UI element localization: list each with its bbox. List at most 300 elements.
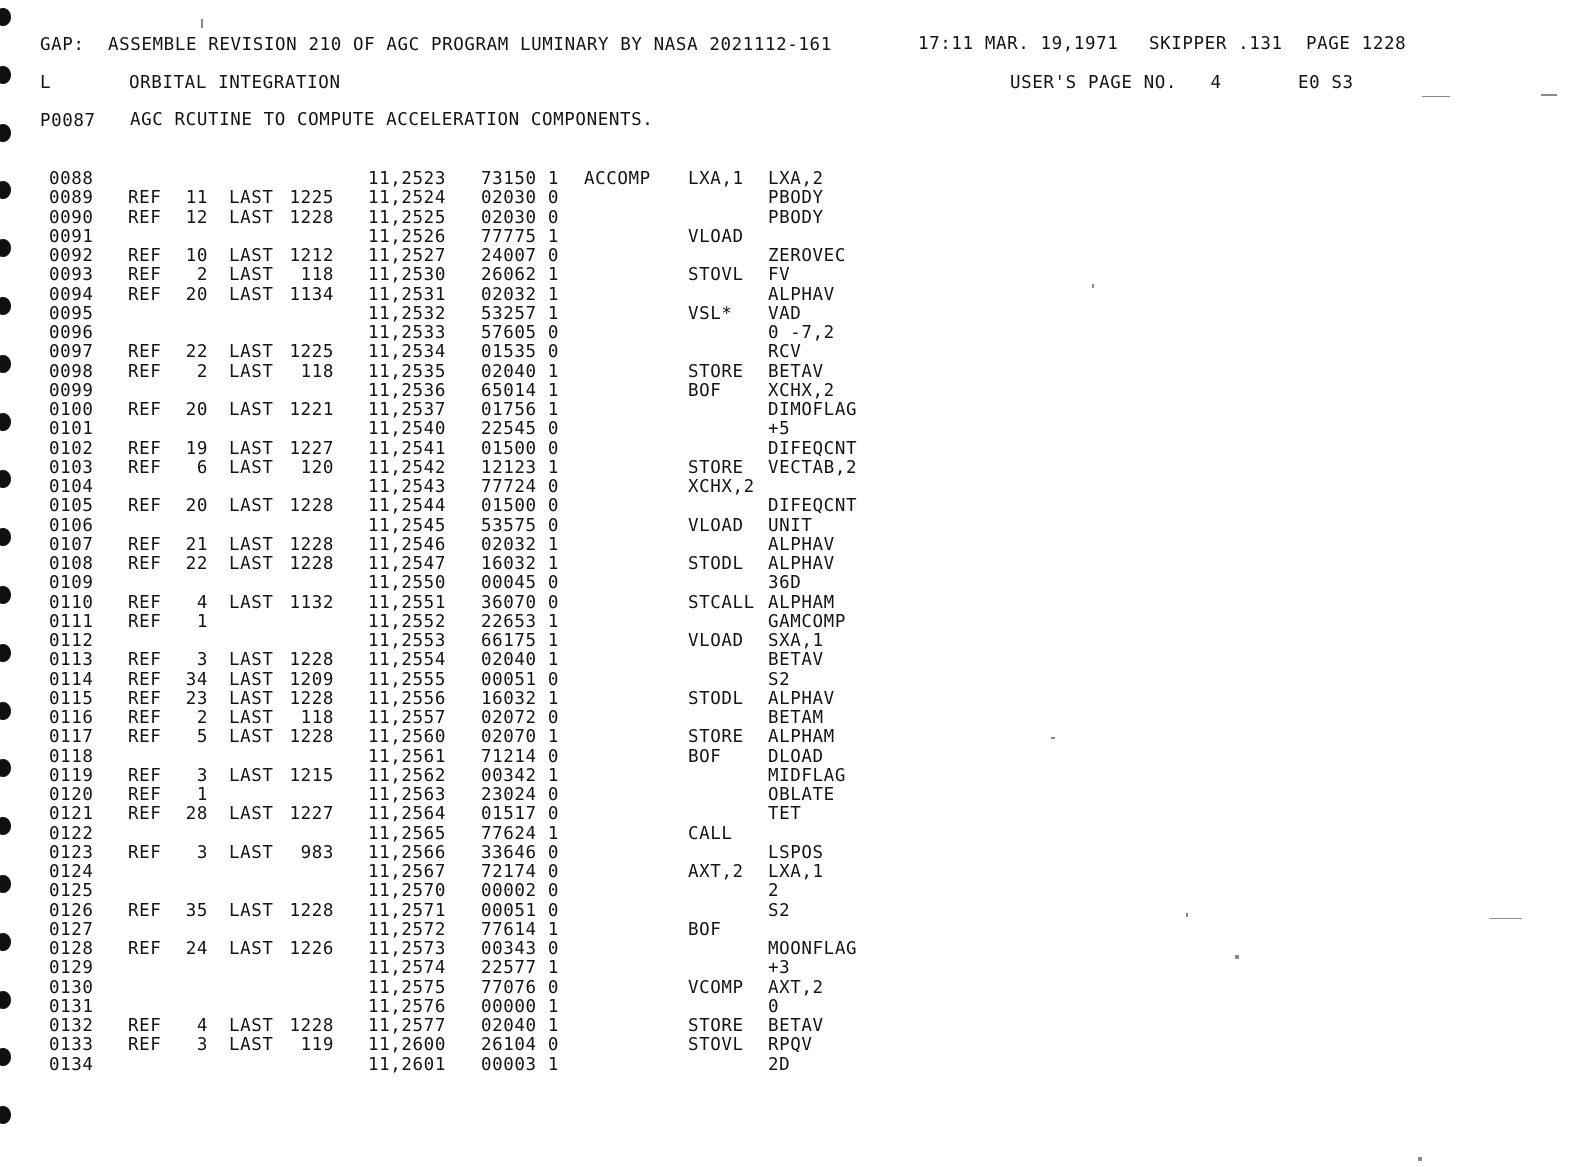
last-page: 118 [300,708,334,728]
last-page: 1225 [289,188,334,209]
ref-label: REF [128,727,162,748]
operand: ZEROVEC [768,246,846,266]
line-number: 0110 [49,592,94,613]
symbol-label: ACCOMP [584,169,651,189]
operand: BETAV [768,650,824,671]
header-assemble-text: ASSEMBLE REVISION 210 OF AGC PROGRAM LUMINARY BY NASA 2021112-161 [108,35,832,55]
line-number: 0115 [49,688,94,709]
ref-count: 20 [185,400,208,420]
listing-row [0,226,900,248]
memory-address: 11,2551 [368,592,446,613]
listing-row [0,421,900,440]
line-number: 0133 [49,1035,94,1056]
listing-row [0,996,900,1018]
operand: DIFEQCNT [768,496,858,517]
octal-code: 16032 1 [481,688,559,709]
memory-address: 11,2571 [368,900,446,921]
operand: BETAV [768,1016,824,1036]
last-page: 1134 [289,284,334,305]
line-number: 0116 [49,708,94,728]
listing-row [0,669,900,691]
memory-address: 11,2563 [368,785,446,805]
opcode: VLOAD [688,515,744,536]
opcode: VSL* [688,303,733,324]
memory-address: 11,2560 [368,727,446,748]
listing-row [0,806,900,825]
octal-code: 77076 0 [481,977,559,998]
line-number: 0130 [49,977,94,998]
octal-code: 00342 1 [481,765,559,786]
listing-row [0,479,900,498]
ref-count: 4 [196,1016,208,1036]
line-number: 0113 [49,650,94,671]
operand: UNIT [768,515,813,536]
opcode: VLOAD [688,226,744,247]
scan-speck [1051,737,1055,739]
octal-code: 02070 1 [481,727,559,748]
ref-label: REF [128,246,162,266]
last-label: LAST [229,342,274,363]
operand: GAMCOMP [768,611,846,632]
listing-row [0,267,900,286]
listing-row [0,438,900,460]
octal-code: 77614 1 [481,919,559,940]
operand: XCHX,2 [768,380,835,401]
memory-address: 11,2574 [368,958,446,979]
ref-count: 3 [196,650,208,671]
line-number: 0121 [49,804,94,825]
last-page: 1228 [289,207,334,228]
operand: LXA,2 [768,169,824,189]
operand: PBODY [768,207,824,228]
ref-label: REF [128,611,162,632]
listing-row [0,746,900,768]
ref-label: REF [128,592,162,613]
listing-row [0,729,900,748]
operand: ALPHAM [768,592,835,613]
listing-row [0,611,900,633]
ref-count: 6 [196,457,208,478]
octal-code: 02040 1 [481,361,559,382]
listing-row [0,402,900,421]
listing-row [0,919,900,941]
opcode: STORE [688,1016,744,1036]
memory-address: 11,2535 [368,361,446,382]
listing-row [0,864,900,883]
memory-address: 11,2526 [368,226,446,247]
last-page: 1227 [289,438,334,459]
subheader-code: E0 S3 [1298,73,1354,93]
listing-row [0,534,900,556]
operand: DLOAD [768,746,824,767]
operand: 0 [768,996,780,1017]
octal-code: 57605 0 [481,323,559,343]
listing-row [0,977,900,999]
listing-row [0,575,900,594]
line-number: 0123 [49,842,94,863]
octal-code: 01517 0 [481,804,559,825]
memory-address: 11,2540 [368,419,446,440]
ref-label: REF [128,207,162,228]
listing-row [0,1018,900,1037]
scan-speck [1186,913,1188,917]
ref-count: 20 [185,284,208,305]
memory-address: 11,2524 [368,188,446,209]
listing-row [0,190,900,209]
memory-address: 11,2541 [368,438,446,459]
line-number: 0105 [49,496,94,517]
last-label: LAST [229,708,274,728]
octal-code: 00003 1 [481,1054,559,1075]
opcode: VLOAD [688,631,744,651]
last-label: LAST [229,842,274,863]
octal-code: 26062 1 [481,265,559,286]
last-label: LAST [229,438,274,459]
operand: 2D [768,1054,791,1075]
line-number: 0089 [49,188,94,209]
comment-text: AGC RCUTINE TO COMPUTE ACCELERATION COMPONENTS. [130,110,654,130]
memory-address: 11,2562 [368,765,446,786]
ref-label: REF [128,457,162,478]
last-page: 1228 [289,727,334,748]
octal-code: 02030 0 [481,188,559,209]
last-page: 1228 [289,1016,334,1036]
listing-row [0,842,900,864]
line-number: 0112 [49,631,94,651]
line-number: 0124 [49,862,94,882]
header-operator: SKIPPER .131 [1149,34,1283,54]
octal-code: 24007 0 [481,246,559,266]
last-page: 1228 [289,554,334,574]
octal-code: 02032 1 [481,284,559,305]
listing-row [0,787,900,806]
memory-address: 11,2570 [368,881,446,902]
ref-count: 21 [185,534,208,555]
scan-speck [1541,94,1557,96]
line-number: 0088 [49,169,94,189]
last-label: LAST [229,400,274,420]
ref-label: REF [128,804,162,825]
octal-code: 02040 1 [481,1016,559,1036]
last-label: LAST [229,265,274,286]
memory-address: 11,2566 [368,842,446,863]
operand: DIFEQCNT [768,438,858,459]
last-page: 1228 [289,688,334,709]
octal-code: 01500 0 [481,438,559,459]
last-page: 1132 [289,592,334,613]
ref-count: 19 [185,438,208,459]
line-number: 0093 [49,265,94,286]
memory-address: 11,2601 [368,1054,446,1075]
users-page-number: USER'S PAGE NO. 4 [1010,73,1222,93]
line-number: 0100 [49,400,94,420]
line-number: 0098 [49,361,94,382]
operand: RPQV [768,1035,813,1056]
last-label: LAST [229,804,274,825]
last-label: LAST [229,669,274,690]
operand: 36D [768,573,802,594]
punch-hole [0,124,11,142]
operand: VECTAB,2 [768,457,858,478]
last-page: 1226 [289,939,334,959]
octal-code: 66175 1 [481,631,559,651]
line-number: 0126 [49,900,94,921]
octal-code: 26104 0 [481,1035,559,1056]
line-number: 0120 [49,785,94,805]
header-timestamp: 17:11 MAR. 19,1971 [918,34,1119,54]
listing-row [0,765,900,787]
memory-address: 11,2537 [368,400,446,420]
last-label: LAST [229,188,274,209]
memory-address: 11,2527 [368,246,446,266]
operand: DIMOFLAG [768,400,858,420]
memory-address: 11,2536 [368,380,446,401]
listing-row [0,556,900,575]
ref-count: 24 [185,939,208,959]
operand: LXA,1 [768,862,824,882]
ref-label: REF [128,1035,162,1056]
last-label: LAST [229,361,274,382]
punch-hole [0,8,11,26]
line-number: 0128 [49,939,94,959]
octal-code: 72174 0 [481,862,559,882]
last-page: 118 [300,265,334,286]
ref-count: 34 [185,669,208,690]
operand: ALPHAV [768,284,835,305]
operand: MOONFLAG [768,939,858,959]
ref-count: 1 [196,785,208,805]
memory-address: 11,2567 [368,862,446,882]
last-page: 1227 [289,804,334,825]
ref-label: REF [128,939,162,959]
scan-speck [1235,955,1239,959]
memory-address: 11,2572 [368,919,446,940]
ref-label: REF [128,842,162,863]
octal-code: 01500 0 [481,496,559,517]
ref-count: 2 [196,708,208,728]
listing-row [0,1037,900,1056]
octal-code: 00051 0 [481,900,559,921]
opcode: XCHX,2 [688,477,755,497]
opcode: AXT,2 [688,862,744,882]
listing-row [0,248,900,267]
ref-label: REF [128,708,162,728]
memory-address: 11,2532 [368,303,446,324]
subheader-marker: L [40,73,52,93]
last-page: 1225 [289,342,334,363]
listing-row [0,207,900,229]
octal-code: 53257 1 [481,303,559,324]
line-number: 0131 [49,996,94,1017]
last-label: LAST [229,284,274,305]
memory-address: 11,2546 [368,534,446,555]
operand: ALPHAM [768,727,835,748]
line-number: 0095 [49,303,94,324]
line-number: 0108 [49,554,94,574]
line-number: 0102 [49,438,94,459]
ref-label: REF [128,496,162,517]
line-number: 0117 [49,727,94,748]
ref-count: 35 [185,900,208,921]
listing-row [0,284,900,306]
memory-address: 11,2525 [368,207,446,228]
octal-code: 65014 1 [481,380,559,401]
octal-code: 71214 0 [481,746,559,767]
opcode: STOVL [688,1035,744,1056]
octal-code: 77775 1 [481,226,559,247]
punch-hole [0,66,11,84]
memory-address: 11,2564 [368,804,446,825]
ref-label: REF [128,785,162,805]
opcode: BOF [688,380,722,401]
line-number: 0097 [49,342,94,363]
memory-address: 11,2531 [368,284,446,305]
octal-code: 00045 0 [481,573,559,594]
opcode: STCALL [688,592,755,613]
last-page: 1228 [289,496,334,517]
operand: 2 [768,881,780,902]
octal-code: 00343 0 [481,939,559,959]
memory-address: 11,2577 [368,1016,446,1036]
memory-address: 11,2552 [368,611,446,632]
header-page-number: PAGE 1228 [1306,34,1407,54]
opcode: STODL [688,554,744,574]
comment-line-number: P0087 [40,111,96,131]
ref-label: REF [128,554,162,574]
ref-label: REF [128,438,162,459]
memory-address: 11,2556 [368,688,446,709]
line-number: 0109 [49,573,94,594]
listing-row [0,633,900,652]
last-page: 1212 [289,246,334,266]
last-page: 1228 [289,650,334,671]
memory-address: 11,2555 [368,669,446,690]
octal-code: 02030 0 [481,207,559,228]
operand: ALPHAV [768,688,835,709]
memory-address: 11,2554 [368,650,446,671]
memory-address: 11,2543 [368,477,446,497]
line-number: 0129 [49,958,94,979]
opcode: STOVL [688,265,744,286]
scan-speck [201,19,203,28]
operand: OBLATE [768,785,835,805]
octal-code: 00000 1 [481,996,559,1017]
last-label: LAST [229,727,274,748]
memory-address: 11,2542 [368,457,446,478]
ref-label: REF [128,342,162,363]
line-number: 0092 [49,246,94,266]
opcode: VCOMP [688,977,744,998]
last-page: 1209 [289,669,334,690]
last-label: LAST [229,1016,274,1036]
operand: MIDFLAG [768,765,846,786]
memory-address: 11,2573 [368,939,446,959]
ref-label: REF [128,361,162,382]
operand: +3 [768,958,791,979]
octal-code: 77624 1 [481,823,559,844]
last-label: LAST [229,534,274,555]
ref-count: 22 [185,554,208,574]
line-number: 0122 [49,823,94,844]
ref-count: 1 [196,611,208,632]
line-number: 0106 [49,515,94,536]
scan-speck [1092,284,1094,288]
punch-hole [0,1106,11,1124]
ref-label: REF [128,900,162,921]
ref-count: 20 [185,496,208,517]
line-number: 0132 [49,1016,94,1036]
octal-code: 77724 0 [481,477,559,497]
memory-address: 11,2557 [368,708,446,728]
operand: +5 [768,419,791,440]
opcode: BOF [688,746,722,767]
section-title: ORBITAL INTEGRATION [129,73,341,93]
last-label: LAST [229,207,274,228]
opcode: LXA,1 [688,169,744,189]
octal-code: 02040 1 [481,650,559,671]
ref-count: 22 [185,342,208,363]
listing-row [0,457,900,479]
memory-address: 11,2550 [368,573,446,594]
ref-label: REF [128,1016,162,1036]
ref-count: 10 [185,246,208,266]
last-page: 119 [300,1035,334,1056]
listing-row [0,515,900,537]
last-label: LAST [229,688,274,709]
ref-count: 3 [196,765,208,786]
last-label: LAST [229,765,274,786]
line-number: 0103 [49,457,94,478]
line-number: 0091 [49,226,94,247]
last-label: LAST [229,457,274,478]
octal-code: 00051 0 [481,669,559,690]
header-gap-label: GAP: [40,35,85,55]
operand: S2 [768,900,791,921]
ref-count: 5 [196,727,208,748]
line-number: 0118 [49,746,94,767]
octal-code: 53575 0 [481,515,559,536]
listing-row [0,325,900,344]
ref-label: REF [128,688,162,709]
octal-code: 01756 1 [481,400,559,420]
listing-row [0,344,900,363]
ref-count: 4 [196,592,208,613]
octal-code: 02072 0 [481,708,559,728]
listing-row [0,361,900,383]
ref-label: REF [128,400,162,420]
ref-count: 3 [196,1035,208,1056]
memory-address: 11,2533 [368,323,446,343]
memory-address: 11,2561 [368,746,446,767]
listing-row [0,498,900,517]
listing-row [0,652,900,671]
memory-address: 11,2530 [368,265,446,286]
operand: PBODY [768,188,824,209]
listing-row [0,941,900,960]
line-number: 0111 [49,611,94,632]
listing-row [0,900,900,922]
listing-row [0,171,900,190]
line-number: 0096 [49,323,94,343]
operand: RCV [768,342,802,363]
memory-address: 11,2545 [368,515,446,536]
operand: LSPOS [768,842,824,863]
last-label: LAST [229,939,274,959]
last-label: LAST [229,1035,274,1056]
opcode: BOF [688,919,722,940]
scan-speck [1490,918,1522,919]
opcode: STORE [688,361,744,382]
